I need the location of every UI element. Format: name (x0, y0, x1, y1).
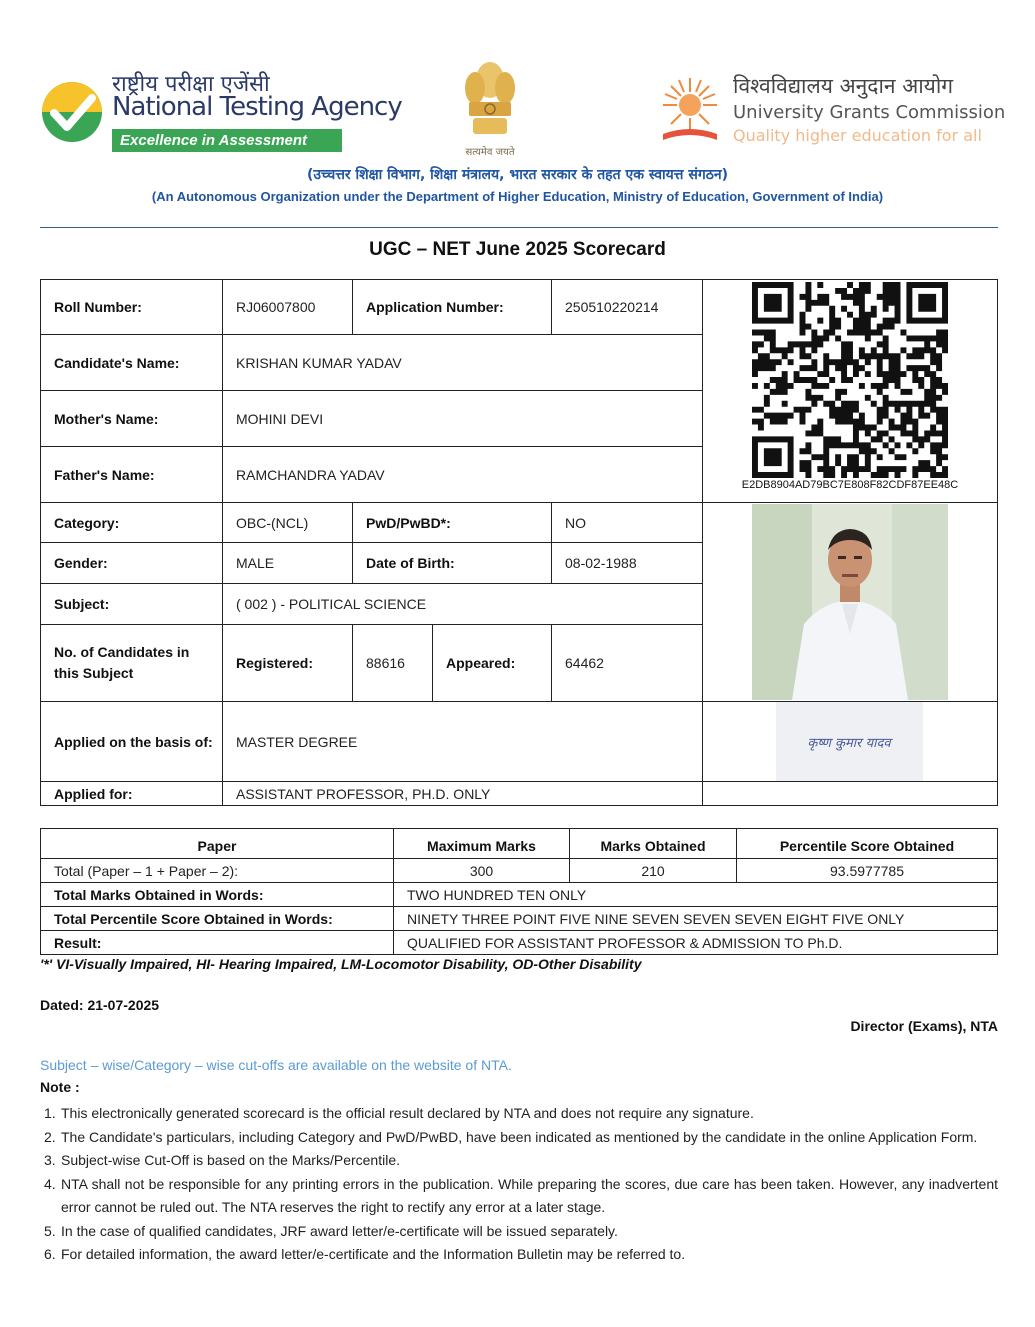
header-percentile: Percentile Score Obtained (736, 828, 998, 859)
mother-name-value: MOHINI DEVI (222, 390, 703, 447)
nta-logo (40, 68, 402, 154)
appeared-value: 64462 (551, 624, 703, 702)
candidate-photo (752, 504, 948, 700)
dob-label: Date of Birth: (352, 542, 552, 584)
org-description-english: (An Autonomous Organization under the Department of Higher Education, Ministry of Education, Government of India) (151, 189, 884, 204)
ashoka-emblem-icon (455, 58, 525, 142)
candidate-name-label: Candidate's Name: (40, 334, 223, 391)
note-number: 3. (44, 1152, 56, 1168)
percentile-words-label: Total Percentile Score Obtained in Words: (40, 906, 394, 931)
result-label: Result: (40, 930, 394, 955)
nta-english-name: National Testing Agency (112, 92, 402, 122)
note-text: Subject-wise Cut-Off is based on the Marks/Percentile. (61, 1152, 401, 1168)
registered-value: 88616 (352, 624, 433, 702)
notes-title: Note : (40, 1079, 80, 1095)
applied-for-value: ASSISTANT PROFESSOR, PH.D. ONLY (222, 781, 703, 806)
header-max-marks: Maximum Marks (393, 828, 570, 859)
basis-label: Applied on the basis of: (40, 701, 223, 782)
note-number: 2. (44, 1128, 56, 1145)
mother-name-label: Mother's Name: (40, 390, 223, 447)
note-number: 5. (44, 1222, 56, 1239)
result-value: QUALIFIED FOR ASSISTANT PROFESSOR & ADMISSION TO Ph.D. (393, 930, 998, 955)
ugc-sun-icon (655, 70, 725, 150)
note-number: 6. (44, 1246, 56, 1262)
applied-for-empty-cell (702, 781, 998, 806)
ugc-english-name: University Grants Commission (733, 102, 1006, 123)
qr-code-cell (702, 279, 998, 503)
list-item (40, 1220, 998, 1244)
basis-value: MASTER DEGREE (222, 701, 703, 782)
note-number: 1. (44, 1105, 56, 1121)
subject-value: ( 002 ) - POLITICAL SCIENCE (222, 583, 703, 625)
note-text: NTA shall not be responsible for any printing errors in the publication. While preparing the scores, due care has been taken. However, any inadvertent error cannot be ruled out. The NTA reserves the right to rectify any error at a later stage. (61, 1175, 998, 1215)
nta-check-icon (40, 80, 104, 144)
total-label: Total (Paper – 1 + Paper – 2): (40, 858, 394, 883)
ugc-tagline: Quality higher education for all (733, 126, 982, 145)
note-text: This electronically generated scorecard is the official result declared by NTA and does not require any signature. (61, 1105, 754, 1121)
candidate-signature (776, 702, 923, 781)
ugc-hindi-name: विश्वविद्यालय अनुदान आयोग (733, 74, 954, 98)
issue-date: Dated: 21-07-2025 (40, 997, 160, 1013)
pwd-value: NO (551, 502, 703, 543)
note-text: The Candidate's particulars, including Category and PwD/PwBD, have been indicated as mentioned by the candidate in the online Application Form. (61, 1128, 978, 1145)
national-emblem (455, 58, 525, 158)
list-item (40, 1173, 998, 1220)
qr-code-icon (752, 282, 948, 478)
photo-cell (702, 502, 998, 702)
nta-hindi-name: राष्ट्रीय परीक्षा एजेंसी (112, 72, 270, 97)
disability-footnote: '*' VI-Visually Impaired, HI- Hearing Impaired, LM-Locomotor Disability, OD-Other Disability (40, 956, 642, 972)
registered-label: Registered: (222, 624, 353, 702)
application-number-value: 250510220214 (551, 279, 703, 335)
subject-label: Subject: (40, 583, 223, 625)
marks-words-label: Total Marks Obtained in Words: (40, 882, 394, 907)
list-item (40, 1243, 998, 1267)
father-name-label: Father's Name: (40, 446, 223, 503)
gender-value: MALE (222, 542, 353, 584)
father-name-value: RAMCHANDRA YADAV (222, 446, 703, 503)
signature-cell (702, 701, 998, 782)
gender-label: Gender: (40, 542, 223, 584)
max-marks-value: 300 (393, 858, 570, 883)
nta-tagline: Excellence in Assessment (112, 129, 342, 152)
list-item (40, 1126, 998, 1150)
candidate-name-value: KRISHAN KUMAR YADAV (222, 334, 703, 391)
percentile-value: 93.5977785 (736, 858, 998, 883)
header-marks-obtained: Marks Obtained (569, 828, 737, 859)
pwd-label: PwD/PwBD*: (352, 502, 552, 543)
ugc-logo (655, 70, 1005, 150)
application-number-label: Application Number: (352, 279, 552, 335)
roll-number-value: RJ06007800 (222, 279, 353, 335)
note-text: In the case of qualified candidates, JRF award letter/e-certificate will be issued separately. (61, 1222, 618, 1239)
page-header (0, 0, 1035, 230)
page-title: UGC – NET June 2025 Scorecard (369, 239, 666, 260)
list-item (40, 1149, 998, 1173)
note-number: 4. (44, 1175, 56, 1192)
applied-for-label: Applied for: (40, 781, 223, 806)
appeared-label: Appeared: (432, 624, 552, 702)
list-item (40, 1102, 998, 1126)
category-value: OBC-(NCL) (222, 502, 353, 543)
director-signature-line: Director (Exams), NTA (850, 1018, 998, 1034)
org-description-hindi: (उच्चत्तर शिक्षा विभाग, शिक्षा मंत्रालय, भारत सरकार के तहत एक स्वायत्त संगठन) (306, 167, 728, 183)
dob-value: 08-02-1988 (551, 542, 703, 584)
signature-text: कृष्ण कुमार यादव (807, 735, 891, 751)
header-paper: Paper (40, 828, 394, 859)
cutoff-note: Subject – wise/Category – wise cut-offs are available on the website of NTA. (40, 1057, 512, 1073)
qr-modules (752, 282, 948, 478)
marks-obtained-value: 210 (569, 858, 737, 883)
note-text: For detailed information, the award letter/e-certificate and the Information Bulletin may be referred to. (61, 1246, 686, 1262)
marks-words-value: TWO HUNDRED TEN ONLY (393, 882, 998, 907)
candidates-count-label: No. of Candidates in this Subject (40, 624, 223, 702)
percentile-words-value: NINETY THREE POINT FIVE NINE SEVEN SEVEN SEVEN EIGHT FIVE ONLY (393, 906, 998, 931)
roll-number-label: Roll Number: (40, 279, 223, 335)
notes-list (40, 1102, 998, 1267)
emblem-caption: सत्यमेव जयते (465, 147, 515, 158)
header-divider (40, 227, 998, 228)
qr-code-text: E2DB8904AD79BC7E808F82CDF87EE48C (741, 479, 959, 491)
category-label: Category: (40, 502, 223, 543)
